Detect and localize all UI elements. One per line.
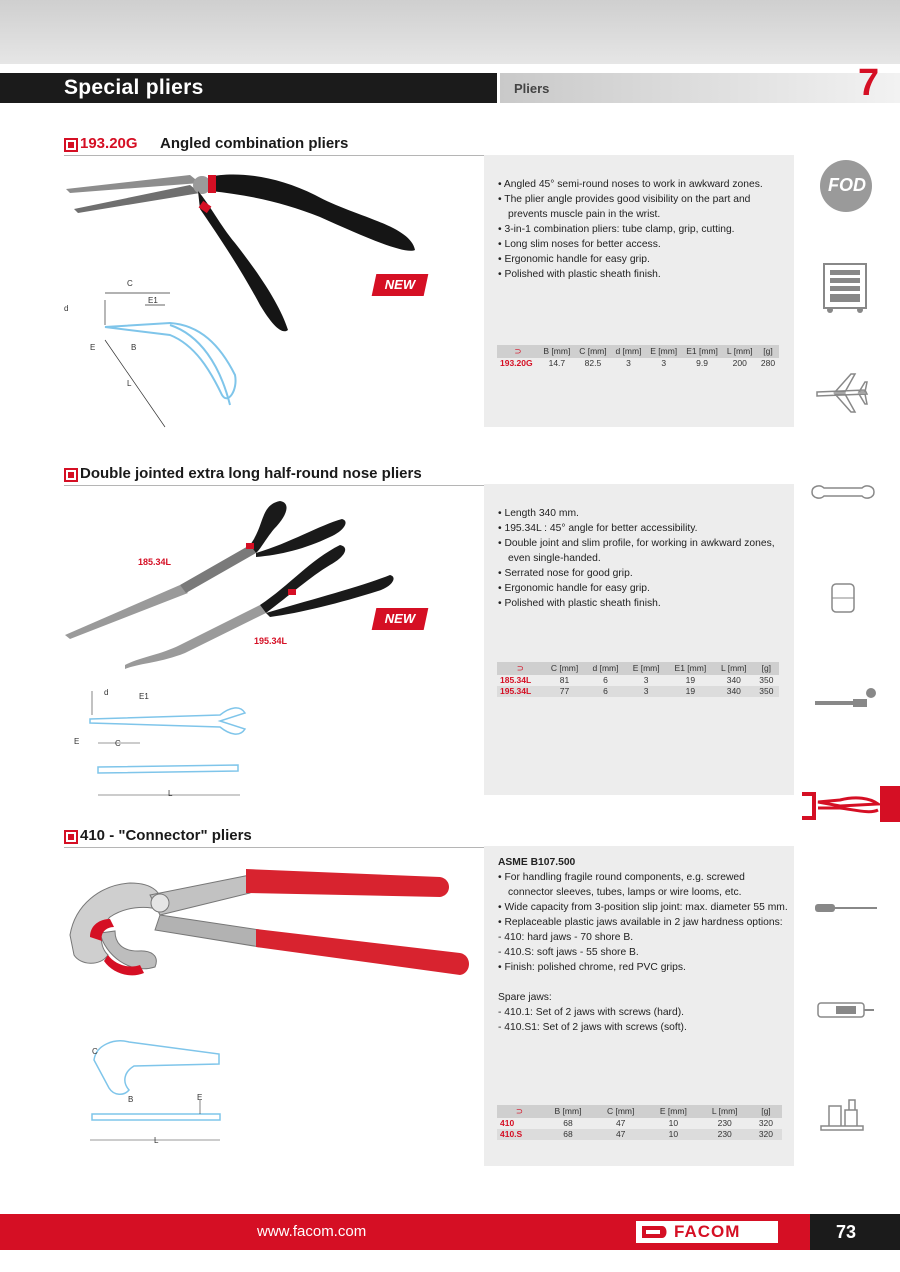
top-band (0, 0, 900, 64)
product-name: Double jointed extra long half-round nose pliers (80, 465, 422, 482)
spec-table-3 (497, 1105, 782, 1140)
spec-table-1 (497, 345, 779, 369)
spare-item: - 410.1: Set of 2 jaws with screws (hard). (498, 1007, 684, 1018)
fod-label: FOD (828, 175, 866, 195)
connector-dimension-drawing (74, 1020, 234, 1150)
table-header: B [mm] (542, 1105, 594, 1118)
wrench-icon (808, 482, 878, 502)
feature-item: • Angled 45° semi-round noses to work in awkward zones. (498, 179, 763, 190)
feature-item: • Ergonomic handle for easy grip. (498, 583, 650, 594)
table-header: E1 [mm] (667, 662, 714, 675)
table-header: C [mm] (544, 662, 586, 675)
table-header: E [mm] (647, 1105, 699, 1118)
spare-item: - 410.S1: Set of 2 jaws with screws (soft). (498, 1022, 687, 1033)
feature-item: • For handling fragile round components, e.g. screwed connector sleeves, tubes, lamps or wire looms, etc. (498, 872, 745, 898)
facom-ref-icon: ⊃ (497, 662, 544, 675)
feature-item: • 195.34L : 45° angle for better accessibility. (498, 523, 698, 534)
feature-item: • Long slim noses for better access. (498, 239, 661, 250)
table-row: 195.34L 77 6 3 19 340 350 (497, 686, 779, 697)
chapter-number: 7 (858, 62, 880, 104)
vise-icon (815, 1096, 871, 1132)
bullet-square-icon (64, 468, 78, 482)
table-header: L [mm] (714, 662, 754, 675)
dim-l: L (127, 379, 132, 388)
dim-e: E (197, 1093, 203, 1102)
dim-e: E (90, 343, 96, 352)
section-title-bar (0, 73, 497, 103)
aircraft-icon (815, 370, 869, 416)
feature-list-2 (498, 506, 788, 611)
connector-pliers-illustration (60, 855, 480, 995)
brand-name: FACOM (674, 1222, 741, 1241)
facom-mark-icon (640, 1224, 670, 1240)
bullet-square-icon (64, 138, 78, 152)
table-row: 410.S 68 47 10 230 320 (497, 1129, 782, 1140)
dim-b: B (131, 343, 137, 352)
website-link[interactable]: www.facom.com (257, 1223, 367, 1240)
table-header: L [mm] (723, 345, 757, 358)
table-header: [g] (757, 345, 779, 358)
feature-item: • Double joint and slim profile, for working in awkward zones, even single-handed. (498, 538, 775, 564)
double-jointed-dimension-drawing (70, 685, 250, 800)
table-header: [g] (754, 662, 779, 675)
product-code: 193.20G (80, 135, 138, 152)
page-number: 73 (836, 1222, 857, 1242)
category-label: Pliers (514, 81, 550, 96)
category-bar (500, 73, 900, 103)
socket-icon (828, 582, 858, 614)
page-title: Special pliers (64, 76, 204, 99)
dim-l: L (168, 789, 173, 798)
spare-jaws-title: Spare jaws: (498, 992, 552, 1003)
dim-c: C (127, 279, 133, 288)
facom-logo (636, 1221, 778, 1243)
feature-item: • Polished with plastic sheath finish. (498, 598, 661, 609)
dim-c: C (115, 739, 121, 748)
bullet-square-icon (64, 830, 78, 844)
table-row: 193.20G 14.7 82.5 3 3 9.9 200 280 (500, 358, 776, 368)
dim-c: C (92, 1047, 98, 1056)
spec-table-2 (497, 662, 779, 697)
fod-icon (820, 160, 872, 212)
variant-label-195-34l: 195.34L (254, 636, 288, 646)
table-header: E [mm] (626, 662, 667, 675)
table-header: C [mm] (594, 1105, 647, 1118)
table-row: 185.34L 81 6 3 19 340 350 (500, 675, 774, 685)
pliers-icon (800, 788, 882, 822)
table-header: C [mm] (575, 345, 611, 358)
facom-ref-icon: ⊃ (497, 1105, 542, 1118)
feature-item: • Replaceable plastic jaws available in 2 jaw hardness options: (498, 917, 783, 928)
dim-e1: E1 (139, 692, 149, 701)
dim-d: d (64, 304, 69, 313)
feature-item: • Polished with plastic sheath finish. (498, 269, 661, 280)
variant-label-185-34l: 185.34L (138, 557, 172, 567)
screwdriver-icon (813, 900, 879, 916)
footer (0, 1214, 900, 1250)
facom-ref-icon: ⊃ (497, 345, 539, 358)
feature-item: • Ergonomic handle for easy grip. (498, 254, 650, 265)
tester-icon (816, 1000, 876, 1020)
angled-pliers-illustration (60, 165, 460, 435)
dim-e: E (74, 737, 80, 746)
table-header: d [mm] (611, 345, 646, 358)
product-name: Angled combination pliers (160, 135, 349, 152)
table-header: [g] (750, 1105, 782, 1118)
product-name: 410 - "Connector" pliers (80, 827, 252, 844)
feature-item: • The plier angle provides good visibility on the part and prevents muscle pain in the wrist. (498, 194, 751, 220)
feature-item: - 410.S: soft jaws - 55 shore B. (498, 947, 639, 958)
pliers-tab[interactable] (800, 786, 900, 822)
feature-item: • Serrated nose for good grip. (498, 568, 633, 579)
feature-item: • Finish: polished chrome, red PVC grips. (498, 962, 686, 973)
table-row: 410 68 47 10 230 320 (500, 1118, 774, 1128)
standard-label: ASME B107.500 (498, 857, 576, 868)
new-badge: NEW (372, 608, 429, 630)
table-header: B [mm] (539, 345, 575, 358)
new-badge: NEW (372, 274, 429, 296)
ratchet-icon (813, 685, 879, 711)
feature-item: - 410: hard jaws - 70 shore B. (498, 932, 634, 943)
dim-e1: E1 (148, 296, 158, 305)
feature-item: • Length 340 mm. (498, 508, 579, 519)
feature-list-1 (498, 177, 788, 282)
product-heading-410 (64, 827, 794, 848)
dim-l: L (154, 1136, 159, 1145)
feature-item: • 3-in-1 combination pliers: tube clamp, grip, cutting. (498, 224, 735, 235)
product-heading-double-jointed (64, 465, 794, 486)
tool-cabinet-icon (820, 262, 870, 314)
dim-d: d (104, 688, 109, 697)
feature-list-3 (498, 855, 788, 1035)
table-header: E1 [mm] (682, 345, 723, 358)
product-heading-193-20g (64, 135, 794, 156)
table-header: E [mm] (646, 345, 682, 358)
table-header: L [mm] (700, 1105, 750, 1118)
feature-item: • Wide capacity from 3-position slip joint: max. diameter 55 mm. (498, 902, 788, 913)
table-header: d [mm] (585, 662, 625, 675)
dim-b: B (128, 1095, 134, 1104)
double-jointed-pliers-illustration (60, 495, 420, 675)
